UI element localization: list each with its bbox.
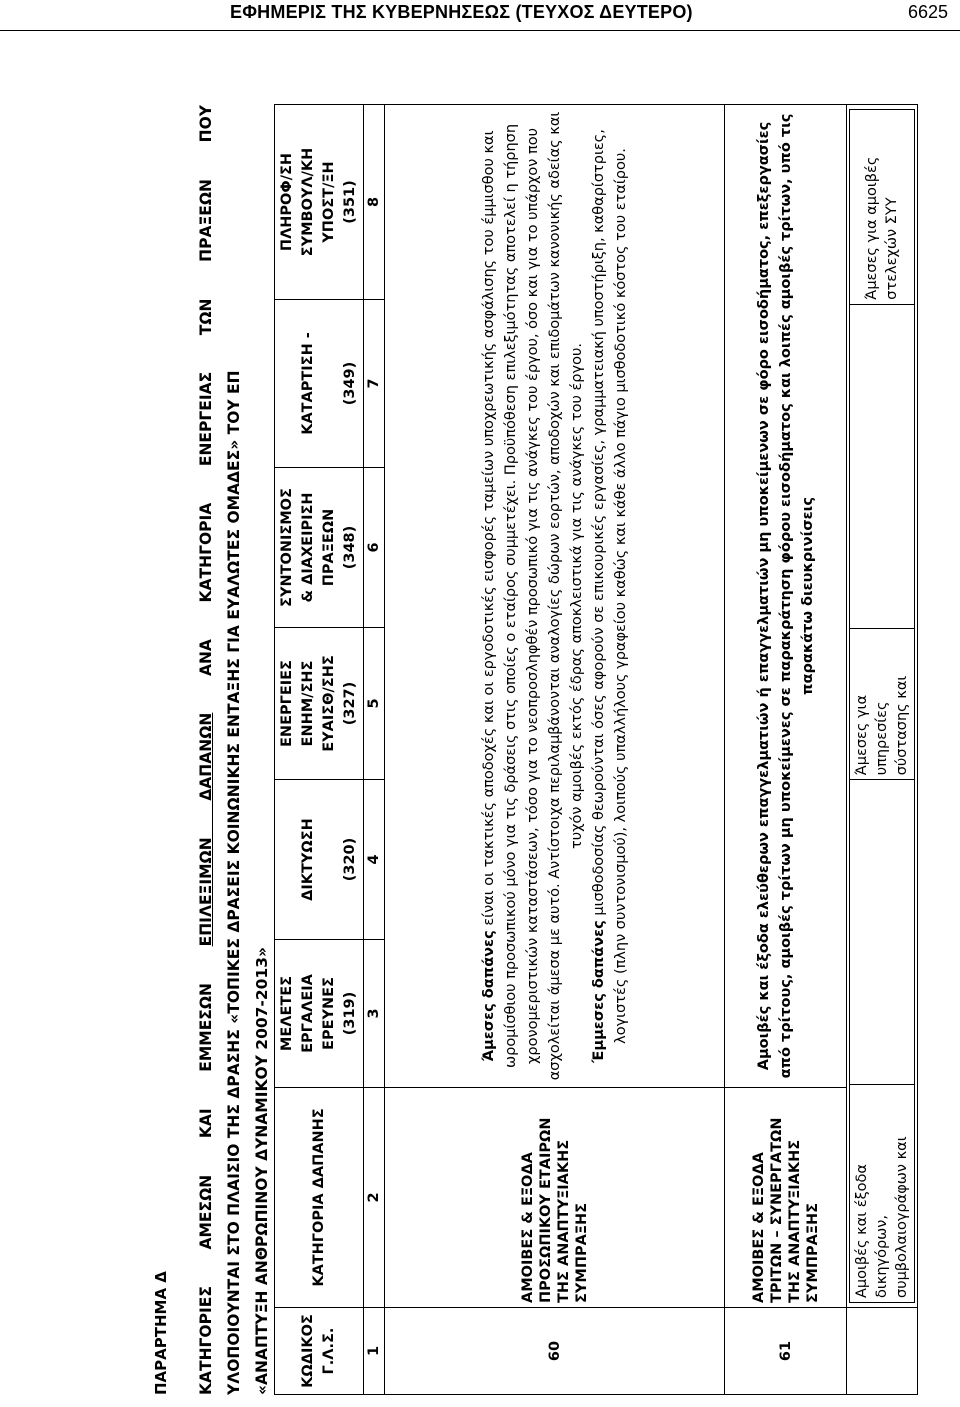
- column-number: 8: [364, 105, 385, 300]
- row-description: Άμεσες δαπάνες είναι οι τακτικές αποδοχές και οι εργοδοτικές εισφορές ταμείων υποχρεωτικής ασφάλισης του έμμισθου και ωρομίσθιου προσωπικού μόνο για τις δράσεις στις οποίες ο εταίρος συμμετέχει. Προϋπόθεση επιλεξιμότητας αποτελεί η τήρηση χρονομεριστικών καταστάσεων, τόσο για το νεοπροσληφθέν προσωπικό για τις ανάγκες του έργου, όσο και για το υπάρχον που ασχολείται άμεσα με αυτό. Αντίστοιχα περιλαμβάνονται αναλογίες δώρων εορτών, αποδοχών και επιδομάτων κανονικής αδείας και τυχόν αμοιβές εκτός έδρας αποκλειστικά για τις ανάγκες του έργου. Έμμεσες δαπάνες μισθοδοσίας θεωρούνται όσες αφορούν σε επικουρικές εργασίες, γραμματειακή υποστήριξη, καθαρίστριες, λογιστές (πλην συντονισμού), λοιπούς υπαλλήλους γραφείου καθώς και κάθε άλλο πάγιο μισθοδοτικό κόστος του εταίρου.: [385, 105, 725, 1088]
- header-coordination: ΣΥΝΤΟΝΙΣΜΟΣ & ΔΙΑΧΕΙΡΙΣΗ ΠΡΑΞΕΩΝ (348): [275, 468, 364, 628]
- row-description: Αμοιβές και έξοδα ελεύθερων επαγγελματιών ή επαγγελματιών μη υποκείμενων σε φόρο εισοδήματος, επεξεργασίες από τρίτους, αμοιβές τρίτων μη υποκείμενες σε παρακράτηση φόρου εισοδήματος και λοιπές αμοιβές τρίτων, υπό τις παρακάτω διευκρινίσεις: [725, 105, 847, 1088]
- column-number: 4: [364, 780, 385, 940]
- page-header: [0, 0, 960, 30]
- annex-title: [192, 105, 276, 1395]
- column-number: 7: [364, 300, 385, 468]
- table-row-partial: [847, 105, 918, 1395]
- awareness-cell: Άμεσες για υπηρεσίες σύστασης και: [850, 629, 915, 780]
- expense-categories-table: [274, 104, 918, 1395]
- header-information: ΠΛΗΡΟΦ/ΣΗ ΣΥΜΒΟΥΛ/ΚΗ ΥΠΟΣΤ/ΞΗ (351): [275, 105, 364, 300]
- table-row-60: [385, 105, 725, 1395]
- column-number: 5: [364, 628, 385, 780]
- header-awareness: ΕΝΕΡΓΕΙΕΣ ΕΝΗΜ/ΣΗΣ ΕΥΑΙΣΘ/ΣΗΣ (327): [275, 628, 364, 780]
- row-code: 60: [385, 1308, 725, 1395]
- row-category: ΑΜΟΙΒΕΣ & ΕΞΟΔΑ ΠΡΟΣΩΠΙΚΟΥ ΕΤΑΙΡΩΝ ΤΗΣ ΑΝΑΠΤΥΞΙΑΚΗΣ ΣΥΜΠΡΑΞΗΣ: [385, 1088, 725, 1308]
- row-category: Αμοιβές και έξοδα δικηγόρων, συμβολαιογράφων και: [850, 1084, 915, 1302]
- table-header-row: [275, 105, 364, 1395]
- header-divider: [0, 30, 960, 31]
- header-category: ΚΑΤΗΓΟΡΙΑ ΔΑΠΑΝΗΣ: [275, 1088, 364, 1308]
- column-number: 6: [364, 468, 385, 628]
- gazette-title: ΕΦΗΜΕΡΙΣ ΤΗΣ ΚΥΒΕΡΝΗΣΕΩΣ (ΤΕΥΧΟΣ ΔΕΥΤΕΡΟ): [230, 2, 693, 22]
- title-line-3: «ΑΝΑΠΤΥΞΗ ΑΝΘΡΩΠΙΝΟΥ ΔΥΝΑΜΙΚΟΥ 2007-2013»: [253, 946, 271, 1395]
- column-number: 1: [364, 1308, 385, 1395]
- column-number-row: [364, 105, 385, 1395]
- annex-landscape-page: [152, 95, 952, 1395]
- header-code: ΚΩΔΙΚΟΣ Γ.Λ.Σ.: [275, 1308, 364, 1395]
- row-code: 61: [725, 1308, 847, 1395]
- title-underlined-phrase: ΕΠΙΛΕΞΙΜΩΝ ΔΑΠΑΝΩΝ: [197, 712, 215, 947]
- title-line-1: ΚΑΤΗΓΟΡΙΕΣ ΑΜΕΣΩΝ ΚΑΙ ΕΜΜΕΣΩΝ ΕΠΙΛΕΞΙΜΩΝ ΔΑΠΑΝΩΝ ΑΝΑ ΚΑΤΗΓΟΡΙΑ ΕΝΕΡΓΕΙΑΣ ΤΩΝ ΠΡΑΞΕΩΝ ΠΟΥ: [197, 105, 215, 1395]
- information-cell: Άμεσες για αμοιβές στελεχών ΣΥΥ: [850, 110, 915, 305]
- header-studies: ΜΕΛΕΤΕΣ ΕΡΓΑΛΕΙΑ ΕΡΕΥΝΕΣ (319): [275, 940, 364, 1088]
- row-category: ΑΜΟΙΒΕΣ & ΕΞΟΔΑ ΤΡΙΤΩΝ – ΣΥΝΕΡΓΑΤΩΝ ΤΗΣ ΑΝΑΠΤΥΞΙΑΚΗΣ ΣΥΜΠΡΑΞΗΣ: [725, 1088, 847, 1308]
- column-number: 3: [364, 940, 385, 1088]
- title-line-2: ΥΛΟΠΟΙΟΥΝΤΑΙ ΣΤΟ ΠΛΑΙΣΙΟ ΤΗΣ ΔΡΑΣΗΣ «ΤΟΠΙΚΕΣ ΔΡΑΣΕΙΣ ΚΟΙΝΩΝΙΚΗΣ ΕΝΤΑΞΗΣ ΓΙΑ ΕΥΑΛΩΤΕΣ ΟΜΑΔΕΣ» ΤΟΥ ΕΠ: [225, 370, 243, 1395]
- table-row-61: [725, 105, 847, 1395]
- column-number: 2: [364, 1088, 385, 1308]
- header-networking: ΔΙΚΤΥΩΣΗ (320): [275, 780, 364, 940]
- header-training: ΚΑΤΑΡΤΙΣΗ - (349): [275, 300, 364, 468]
- page-number: 6625: [907, 2, 948, 22]
- annex-heading: ΠΑΡΑΡΤΗΜΑ Δ: [152, 1271, 170, 1395]
